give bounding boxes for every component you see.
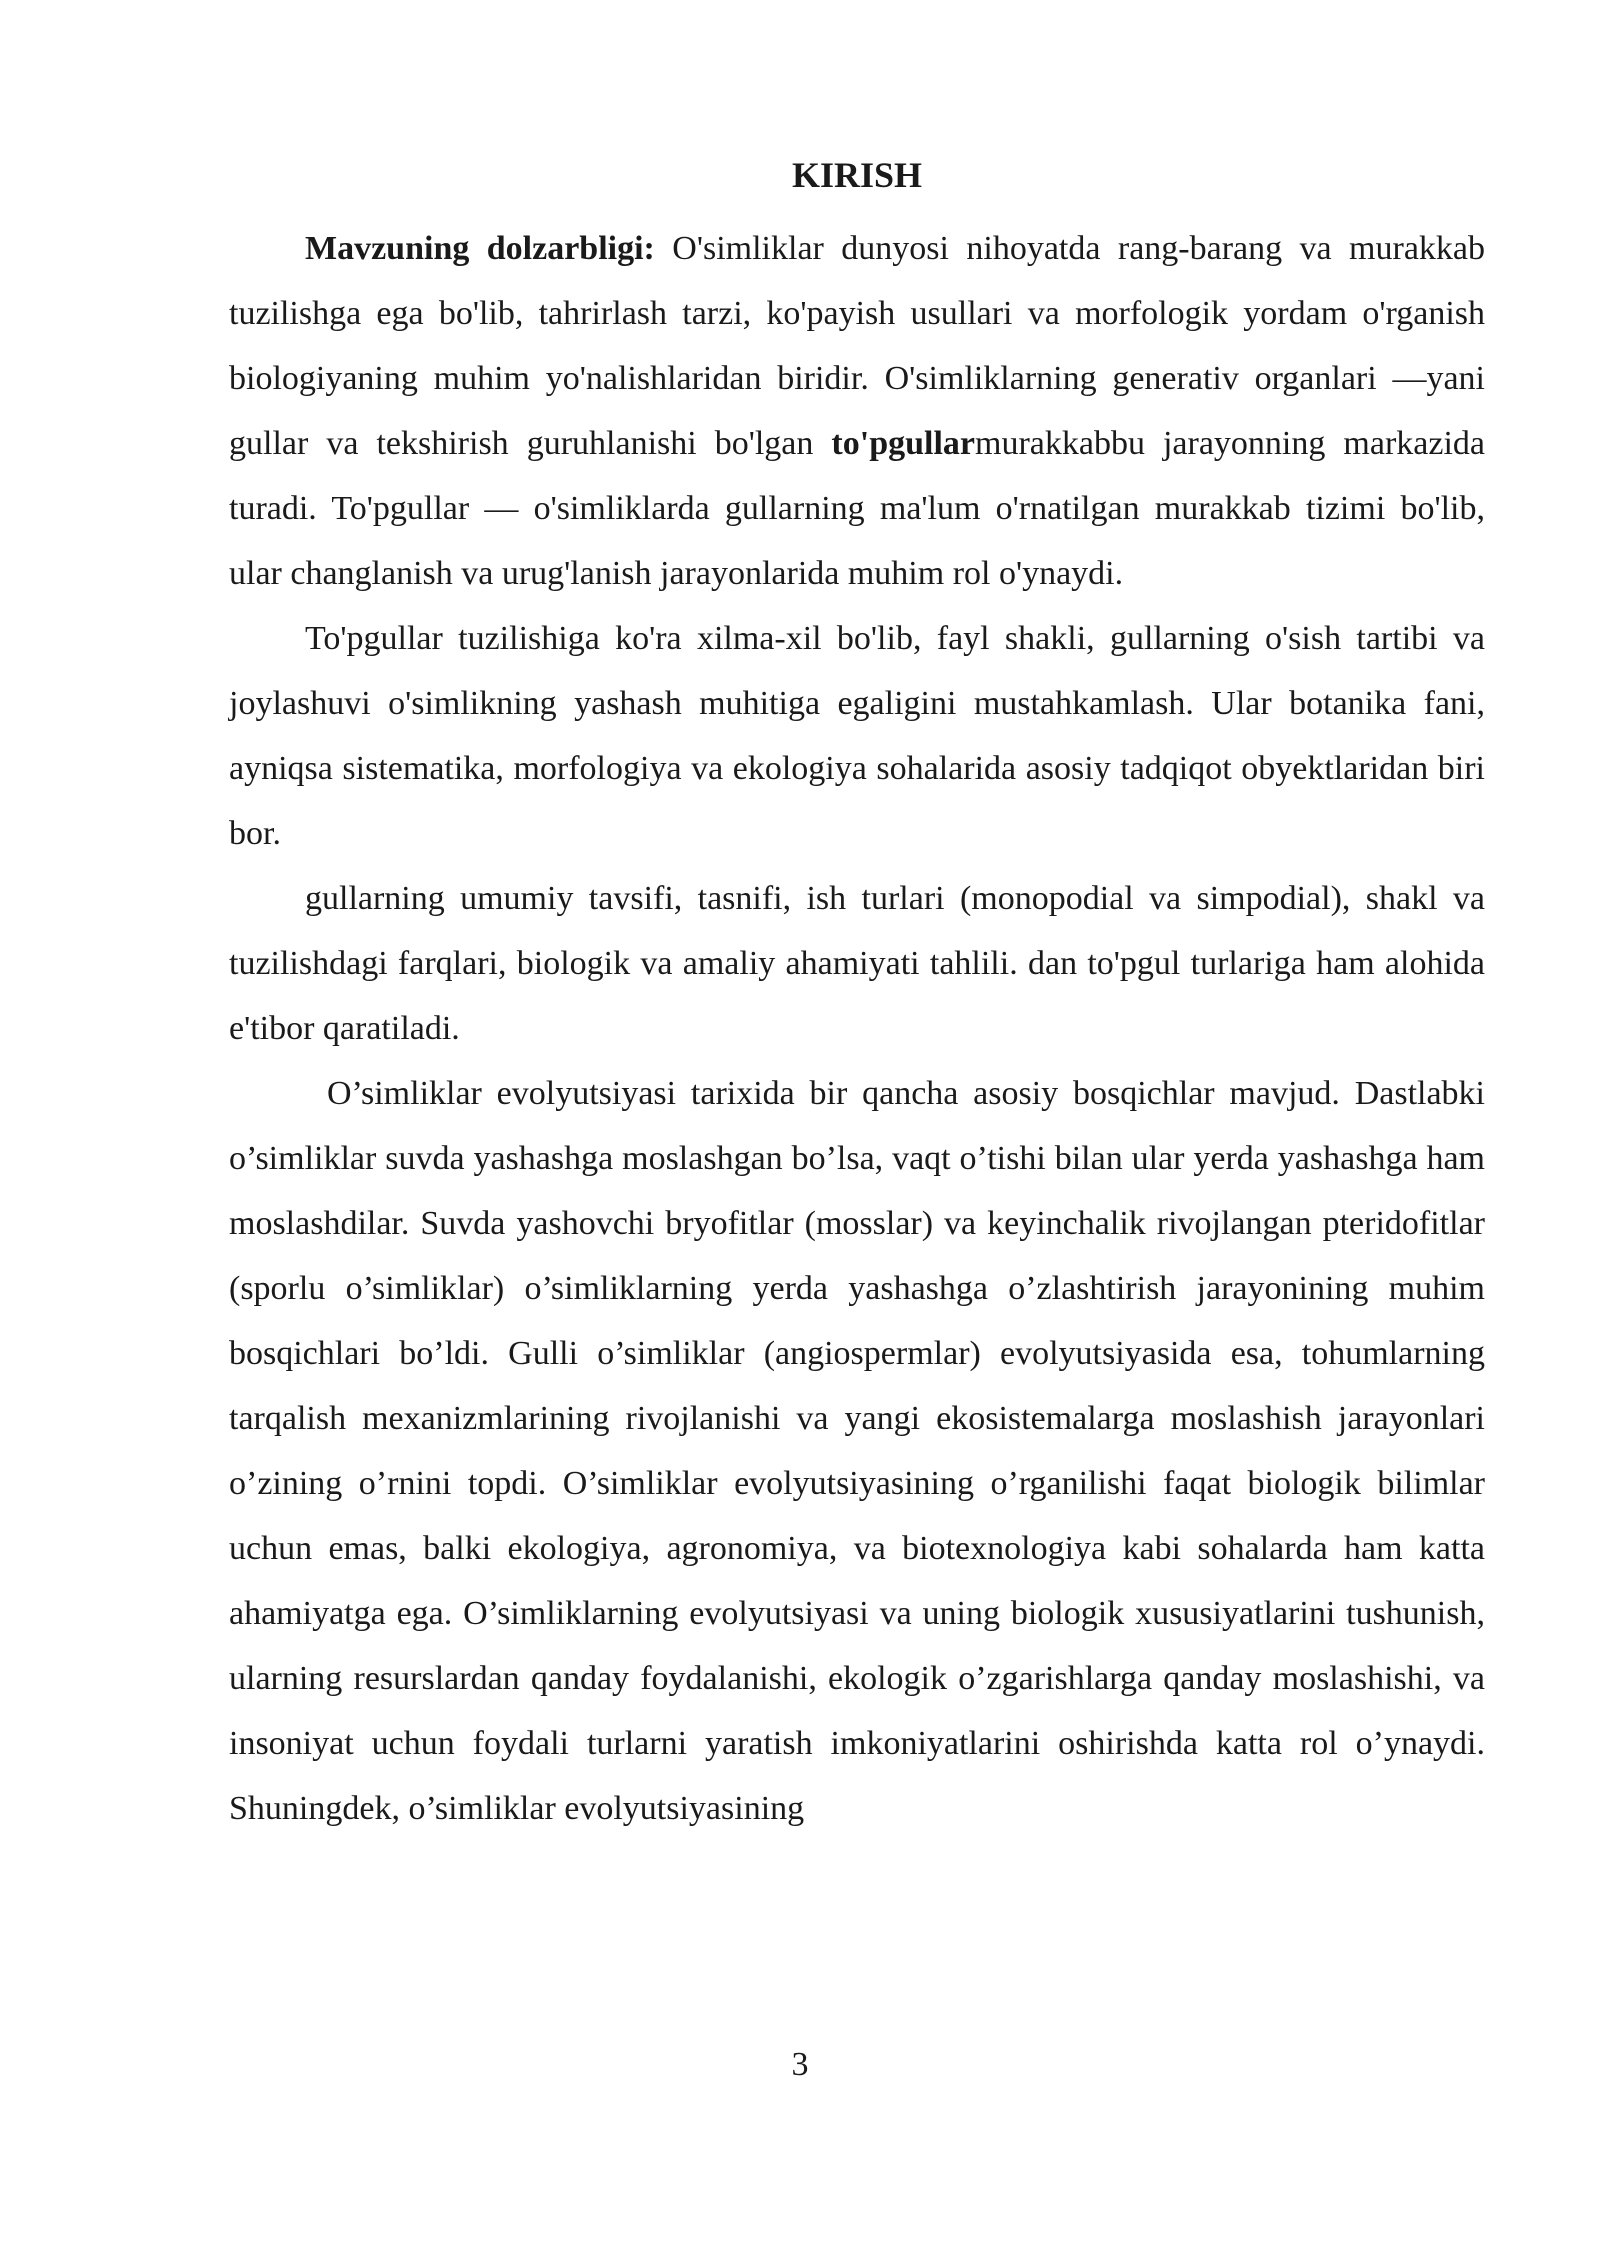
paragraph-relevance <box>229 216 1485 606</box>
relevance-heading: Mavzuning dolzarbligi: <box>305 230 655 267</box>
paragraph-inflorescence-structure: To'pgullar tuzilishiga ko'ra xilma-xil bo'lib, fayl shakli, gullarning o'sish tartibi va joylashuvi o'simlikning yashash muhitiga egaligini mustahkamlash. Ular botanika fani, ayniqsa sistematika, morfologiya va ekologiya sohalarida asosiy tadqiqot obyektlaridan biri bor. <box>229 620 1485 852</box>
term-topgullar: to'pgullar <box>831 425 975 462</box>
page-title: KIRISH <box>791 155 923 195</box>
paragraph-inflorescence-types: gullarning umumiy tavsifi, tasnifi, ish turlari (monopodial va simpodial), shakl va tuzilishdagi farqlari, biologik va amaliy ahamiyati tahlili. dan to'pgul turlariga ham alohida e'tibor qaratiladi. <box>229 880 1485 1047</box>
relevance-text-part2: murakkabbu jarayonning markazida turadi. To'pgullar — o'simliklarda gullarning ma'lum o'rnatilgan murakkab tizimi bo'lib, ular changlanish va urug'lanish jarayonlarida muhim rol o'ynaydi. <box>229 425 1485 592</box>
page-body <box>229 150 1485 1841</box>
page-number: 3 <box>791 2046 809 2083</box>
relevance-text-part1: O'simliklar dunyosi nihoyatda rang-barang va murakkab tuzilishga ega bo'lib, tahrirlash tarzi, ko'payish usullari va morfologik yordam o'rganish biologiyaning muhim yo'nalishlaridan biridir. O'simliklarning generativ organlari —yani gullar va tekshirish guruhlanishi bo'lgan <box>229 230 1485 462</box>
paragraph-plant-evolution: O’simliklar evolyutsiyasi tarixida bir qancha asosiy bosqichlar mavjud. Dastlabki o’simliklar suvda yashashga moslashgan bo’lsa, vaqt o’tishi bilan ular yerda yashashga ham moslashdilar. Suvda yashovchi bryofitlar (mosslar) va keyinchalik rivojlangan pteridofitlar (sporlu o’simliklar) o’simliklarning yerda yashashga o’zlashtirish jarayonining muhim bosqichlari bo’ldi. Gulli o’simliklar (angiospermlar) evolyutsiyasida esa, tohumlarning tarqalish mexanizmlarining rivojlanishi va yangi ekosistemalarga moslashish jarayonlari o’zining o’rnini topdi. O’simliklar evolyutsiyasining o’rganilishi faqat biologik bilimlar uchun emas, balki ekologiya, agronomiya, va biotexnologiya kabi sohalarda ham katta ahamiyatga ega. O’simliklarning evolyutsiyasi va uning biologik xususiyatlarini tushunish, ularning resurslardan qanday foydalanishi, ekologik o’zgarishlarga qanday moslashishi, va insoniyat uchun foydali turlarni yaratish imkoniyatlarini oshirishda katta rol o’ynaydi. Shuningdek, o’simliklar evolyutsiyasining <box>229 1075 1485 1827</box>
